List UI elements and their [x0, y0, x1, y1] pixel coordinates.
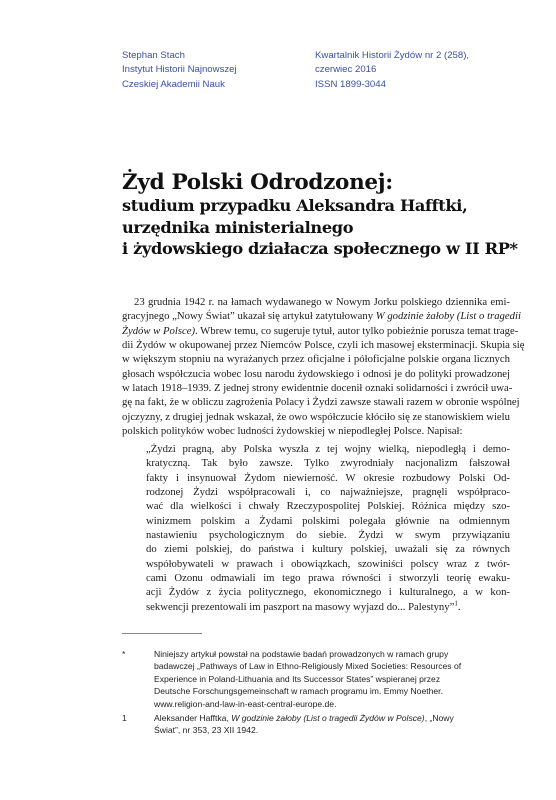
footnote-ref[interactable]: 1	[454, 599, 458, 608]
body-line: dii Żydów w okupowanej przez Niemców Polsce, czyli ich masowej eksterminacji. Skupia się	[122, 339, 525, 352]
body-italic-title: Żydów w Polsce)	[122, 324, 196, 337]
footnote-mark: 1	[122, 713, 127, 723]
footnote-line: Deutsche Forschungsgemeinschaft w ramach programu im. Emmy Noether.	[154, 686, 443, 697]
footnote-text-part: , „Nowy	[424, 713, 454, 723]
quote-line: winizmem polskim a Żydami polskimi polegała głównie na odmiennym	[146, 514, 510, 527]
footnote-line: Experience in Poland-Lithuania and Its Successor States” wspieranej przez	[154, 673, 441, 684]
title-sub-line2: urzędnika ministerialnego	[122, 217, 354, 237]
author-name: Stephan Stach	[122, 50, 185, 61]
journal-issn: ISSN 1899-3044	[315, 78, 386, 90]
body-italic-title: W godzinie żałoby (List o tragedii	[375, 310, 521, 323]
footnote-mark: *	[122, 649, 126, 659]
quote-line	[146, 600, 510, 614]
body-line: w większym stopniu na wyrażanych przez oficjalne i półoficjalne polskie organa licznych	[122, 353, 510, 366]
body-line: 23 grudnia 1942 r. na łamach wydawanego w Nowym Jorku polskiego dziennika emi-	[134, 296, 510, 308]
footnote-url[interactable]: www.religion-and-law-in-east-central-europe.de.	[154, 698, 337, 709]
footnote-line	[154, 712, 514, 724]
quote-line: „Żydzi pragną, aby Polska wyszła z tej wojny wielką, niepodległą i demo-	[146, 443, 510, 455]
footnote-1	[122, 712, 522, 742]
body-line: głosach współczucia wobec losu narodu żydowskiego i odnosi je do polityki prowadzonej	[122, 367, 510, 380]
quote-line: nastawieniu psychologicznym do siebie. Żydzi w swym przywiązaniu	[146, 529, 510, 542]
title-main: Żyd Polski Odrodzonej:	[122, 170, 393, 195]
quote-line: rodzonej Żydzi współpracowali i, co najważniejsze, pragnęli współpraco-	[146, 486, 510, 499]
body-line: ojczyzny, z drugiej jednak wskazał, że owo współczucie kłóciło się ze stanowiskiem wielu	[122, 410, 510, 423]
body-line: gę na fakt, że w obliczu zagrożenia Polacy i Żydzi zawsze stawali razem w obronie wspólnej	[122, 396, 520, 409]
author-affiliation-line1: Instytut Historii Najnowszej	[122, 64, 237, 76]
footnote-text	[154, 648, 514, 710]
quote-line: kratyczną. Tak było zawsze. Tylko zwyrodniały nacjonalizm fałszował	[146, 457, 510, 470]
footnote-rule	[122, 633, 202, 634]
quote-line: współobywateli w prawach i obowiązkach, szowiniści polscy wraz z twór-	[146, 557, 510, 570]
body-line: w latach 1918–1939. Z jednej strony ewidentnie docenił oznaki solidarności i zwrócił uwa-	[122, 382, 513, 395]
quote-line: fakty i insynuował Żydom niewierność. W okresie rozbudowy Polski Od-	[146, 471, 510, 484]
body-text: . Wbrew temu, co sugeruje tytuł, autor tylko pobieżnie porusza temat trage-	[195, 324, 519, 337]
body-line	[122, 309, 521, 323]
footnote-line: Niniejszy artykuł powstał na podstawie badań prowadzonych w ramach grupy	[154, 649, 449, 659]
author-affiliation-line2: Czeskiej Akademii Nauk	[122, 78, 225, 90]
title-sub-line3: i żydowskiego działacza społecznego w II RP*	[122, 239, 518, 259]
article-title	[122, 170, 542, 260]
footnote-author: Aleksander Hafftka,	[154, 713, 232, 723]
footnote-line: Świat”, nr 353, 23 XII 1942.	[154, 725, 259, 736]
journal-date: czerwiec 2016	[315, 64, 377, 76]
quote-line: do ziemi polskiej, do państwa i kultury polskiej, uważali się za równych	[146, 543, 510, 556]
body-line	[122, 324, 519, 338]
block-quote	[146, 442, 510, 614]
title-sub-line1: studium przypadku Aleksandra Hafftki,	[122, 196, 468, 215]
footnote-text	[154, 712, 514, 737]
footnote-asterisk	[122, 648, 522, 712]
quote-text: sekwencji prezentowali im paszport na masowy wyjazd do... Palestyny”	[146, 600, 455, 613]
body-line: polskich polityków wobec ludności żydowskiej w niepodległej Polsce. Napisał:	[122, 425, 463, 438]
footnote-line: badawczej „Pathways of Law in Ethno-Religiously Mixed Societies: Resources of	[154, 661, 462, 672]
footnote-italic-title: W godzinie żałoby (List o tragedii Żydów w Polsce)	[231, 713, 425, 723]
quote-line: wać dla wielkości i chwały Rzeczypospolitej Polskiej. Różnica między szo-	[146, 500, 510, 513]
body-text: gracyjnego „Nowy Świat” ukazał się artykuł zatytułowany	[122, 310, 376, 323]
journal-issue: Kwartalnik Historii Żydów nr 2 (258),	[315, 50, 470, 61]
author-block	[122, 49, 302, 92]
quote-line: cami Ozonu odmawiali im tego prawa równości i stworzyli teorię ewaku-	[146, 572, 510, 585]
quote-end: .	[457, 600, 461, 613]
quote-line: acji Żydów z życia politycznego, ekonomicznego i kulturalnego, a w kon-	[146, 586, 510, 599]
body-paragraph	[122, 295, 525, 438]
journal-block	[315, 49, 515, 92]
